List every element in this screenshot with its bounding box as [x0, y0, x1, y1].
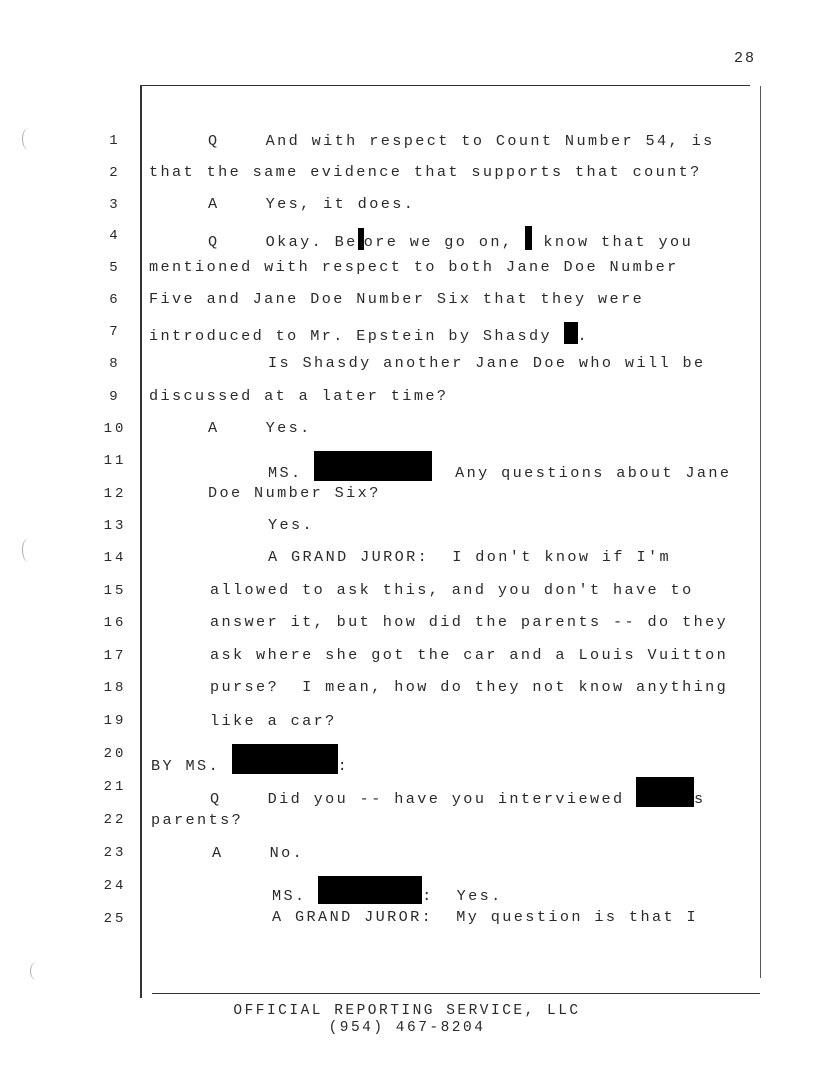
line-number: 5: [109, 260, 121, 276]
page-number: 28: [733, 50, 756, 67]
line-number: 8: [109, 356, 121, 372]
line-number: 12: [103, 486, 127, 502]
transcript-line: discussed at a later time?: [149, 387, 449, 405]
line-number: 17: [103, 648, 127, 664]
footer-phone: (954) 467-8204: [328, 1020, 486, 1036]
transcript-line: [208, 226, 693, 251]
transcript-line: [210, 777, 706, 808]
transcript-text: : Yes.: [422, 887, 503, 905]
line-number: 3: [109, 197, 121, 213]
transcript-text: BY MS.: [151, 757, 232, 775]
transcript-text: MS.: [268, 464, 315, 482]
transcript-line: [272, 876, 503, 905]
transcript-text: Any questions about Jane: [432, 464, 732, 482]
transcript-line: allowed to ask this, and you don't have to: [210, 581, 694, 599]
transcript-text: Q Okay. Be: [208, 233, 358, 251]
redaction-bar: [232, 744, 338, 774]
redaction-bar: [314, 451, 432, 481]
transcript-line: Q And with respect to Count Number 54, is: [208, 132, 715, 150]
transcript-line: [268, 451, 731, 482]
transcript-text: ore we go on,: [363, 233, 525, 251]
line-number: 2: [109, 165, 121, 181]
line-number: 10: [103, 421, 127, 437]
transcript-text: MS.: [272, 887, 319, 905]
margin-mark: [22, 538, 35, 562]
transcript-line: A Yes, it does.: [208, 195, 416, 213]
transcript-line: Five and Jane Doe Number Six that they were: [149, 290, 645, 308]
transcript-line: answer it, but how did the parents -- do they: [210, 613, 729, 631]
transcript-line: Is Shasdy another Jane Doe who will be: [268, 354, 706, 372]
margin-mark: [30, 962, 43, 980]
footer-company: OFFICIAL REPORTING SERVICE, LLC: [233, 1003, 581, 1019]
line-number: 6: [109, 292, 121, 308]
transcript-text: Q Did you -- have you interviewed: [210, 790, 637, 808]
frame-bottom-rule: [152, 993, 760, 994]
line-number: 19: [103, 713, 127, 729]
line-number: 13: [103, 518, 127, 534]
transcript-line: A No.: [212, 844, 305, 862]
redaction-bar: [636, 777, 694, 807]
transcript-line: Doe Number Six?: [208, 484, 381, 502]
transcript-line: [151, 744, 349, 775]
redaction-bar: [564, 322, 578, 344]
line-number: 23: [103, 845, 127, 861]
transcript-line: purse? I mean, how do they not know anything: [210, 678, 729, 696]
line-number: 11: [103, 453, 127, 469]
transcript-line: parents?: [151, 811, 244, 829]
line-number: 9: [109, 389, 121, 405]
line-number: 4: [109, 228, 121, 244]
transcript-text: introduced to Mr. Epstein by Shasdy: [149, 327, 564, 345]
line-number: 14: [103, 550, 127, 566]
transcript-line: Yes.: [268, 516, 315, 534]
line-number: 24: [103, 878, 127, 894]
margin-mark: [22, 128, 35, 150]
redaction-bar: [318, 876, 422, 904]
line-number: 15: [103, 583, 127, 599]
transcript-line: A Yes.: [208, 419, 312, 437]
line-number: 1: [109, 133, 121, 149]
line-number: 18: [103, 680, 127, 696]
transcript-line: that the same evidence that supports that count?: [149, 163, 702, 181]
line-number: 20: [103, 746, 127, 762]
frame-top-rule: [140, 85, 750, 86]
transcript-text: know that you: [531, 233, 694, 251]
line-number: 22: [103, 812, 127, 828]
transcript-line: ask where she got the car and a Louis Vuitton: [210, 646, 729, 664]
transcript-text: :: [337, 757, 350, 775]
transcript-text: .: [577, 327, 590, 345]
transcript-line: A GRAND JUROR: My question is that I: [272, 908, 699, 926]
transcript-line: like a car?: [210, 712, 337, 730]
transcript-line: A GRAND JUROR: I don't know if I'm: [268, 548, 671, 566]
transcript-line: [149, 322, 589, 345]
transcript-text: s: [694, 790, 706, 808]
frame-right-rule: [760, 86, 761, 978]
line-number: 25: [103, 911, 127, 927]
line-number: 7: [109, 324, 121, 340]
redaction-bar: [525, 226, 532, 250]
line-number: 16: [103, 615, 127, 631]
frame-left-rule: [140, 86, 142, 998]
line-number: 21: [103, 779, 127, 795]
transcript-line: mentioned with respect to both Jane Doe Number: [149, 258, 679, 276]
